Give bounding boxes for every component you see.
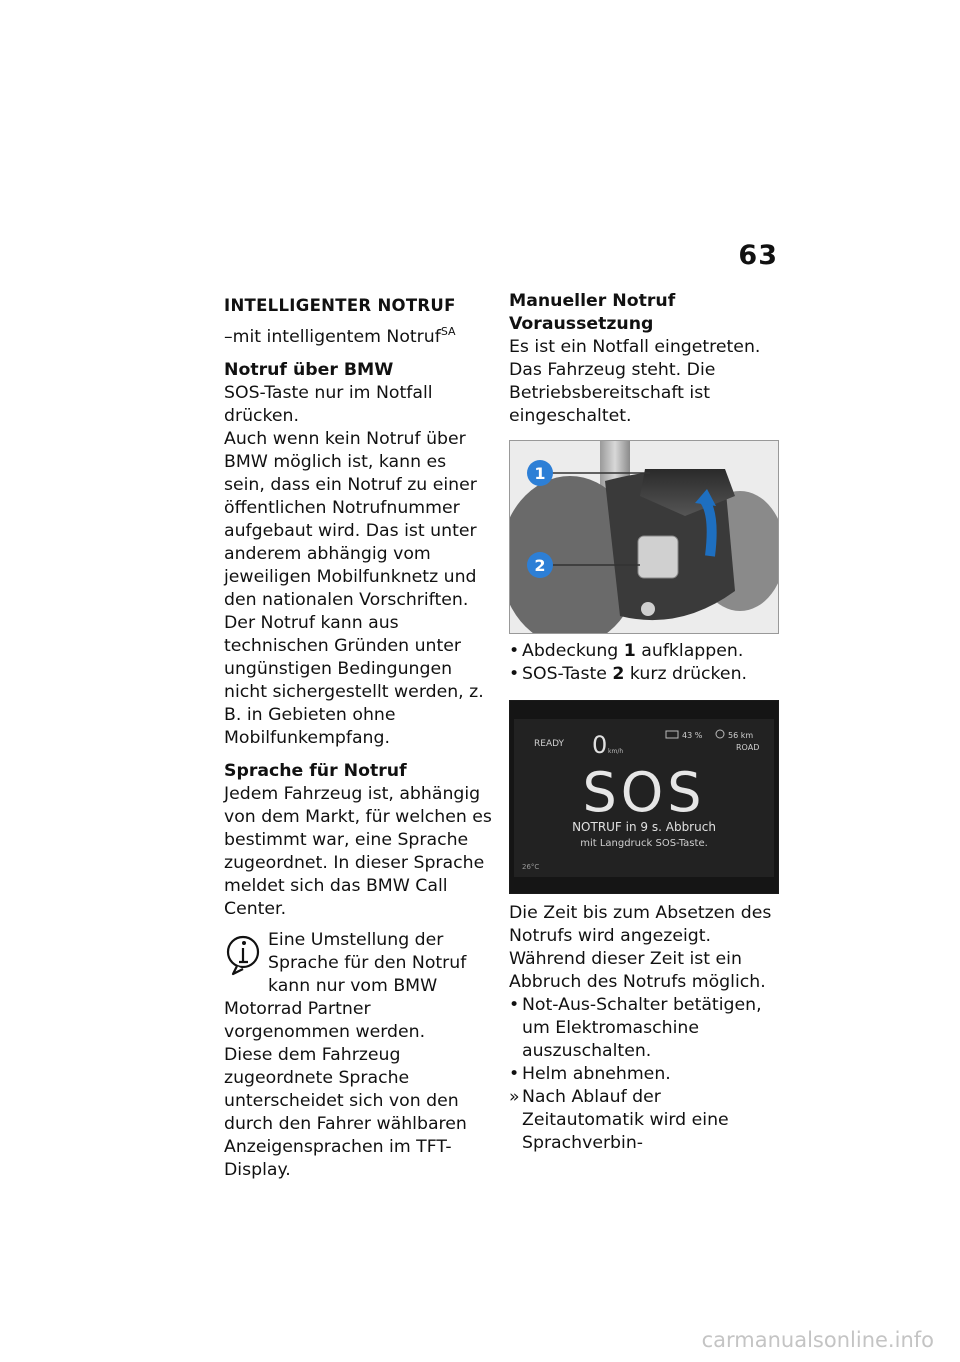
info-icon <box>224 931 262 977</box>
step-item: • SOS-Taste 2 kurz drücken. <box>509 664 748 684</box>
abort-hint-line: mit Langdruck SOS-Taste. <box>580 838 708 849</box>
page-number: 63 <box>738 240 778 271</box>
callout-1: 1 <box>534 464 546 483</box>
callout-2: 2 <box>534 556 546 575</box>
footer-watermark: carmanualsonline.info <box>701 1328 934 1352</box>
battery-value: 43 % <box>682 731 703 740</box>
heading-notruf-ueber-bmw: Notruf über BMW <box>224 360 394 380</box>
right-paragraph-1: Es ist ein Notfall eingetreten. Das Fahrzeug steht. Die Betriebsbereitschaft ist eingeschaltet. <box>509 337 761 426</box>
heading-voraussetzung: Voraussetzung <box>509 314 654 334</box>
handlebar-illustration <box>510 441 778 633</box>
paragraph-3: Der Notruf kann aus technischen Gründen unter ungünstigen Bedingungen nicht sichergestellt werden, z. B. in Gebieten ohne Mobilfunkempfang. <box>224 613 484 748</box>
subtitle <box>224 320 492 349</box>
right-column <box>509 290 781 1155</box>
left-column <box>224 290 492 1182</box>
temperature: 26°C <box>522 863 540 871</box>
ready-label: READY <box>534 739 565 749</box>
paragraph-4: Jedem Fahrzeug ist, abhängig von dem Markt, für welchen es bestimmt war, eine Sprache zugeordnet. In dieser Sprache meldet sich das BMW Call Center. <box>224 784 492 919</box>
subtitle-sup: SA <box>440 325 456 338</box>
note-text: Eine Umstellung der Sprache für den Notruf kann nur vom BMW Motorrad Partner vorgenommen werden. <box>224 930 467 1042</box>
speed-unit: km/h <box>608 748 624 755</box>
countdown-line: NOTRUF in 9 s. Abbruch <box>572 820 716 834</box>
right-paragraph-2: Die Zeit bis zum Absetzen des Notrufs wird angezeigt. Während dieser Zeit ist ein Abbruch des Notrufs möglich. <box>509 903 772 992</box>
paragraph-1: SOS-Taste nur im Notfall drücken. <box>224 383 433 426</box>
ride-mode: ROAD <box>736 743 760 752</box>
action-list <box>509 994 781 1155</box>
subtitle-text: –mit intelligentem Notruf <box>224 327 441 347</box>
range-value: 56 km <box>728 731 754 740</box>
heading-sprache: Sprache für Notruf <box>224 761 407 781</box>
speed-value: 0 <box>592 731 608 759</box>
section-title: INTELLIGENTER NOTRUF <box>224 296 456 315</box>
list-item: » Nach Ablauf der Zeitautomatik wird eine Sprachverbin- <box>509 1087 729 1153</box>
step-item: • Abdeckung 1 aufklappen. <box>509 641 744 661</box>
sos-text: SOS <box>582 761 706 824</box>
paragraph-2: Auch wenn kein Notruf über BMW möglich ist, kann es sein, dass ein Notruf zu einer öffentlichen Notrufnummer aufgebaut wird. Das ist unter anderem abhängig vom jeweiligen Mobilfunknetz und den nationalen Vorschriften. <box>224 429 477 610</box>
list-item: • Not-Aus-Schalter betätigen, um Elektromaschine auszuschalten. <box>509 995 762 1061</box>
figure-sos-button-photo <box>509 440 779 634</box>
heading-manueller-notruf: Manueller Notruf <box>509 291 676 311</box>
info-note <box>224 929 492 1044</box>
paragraph-5: Diese dem Fahrzeug zugeordnete Sprache unterscheidet sich von den durch den Fahrer wählbaren Anzeigensprachen im TFT-Display. <box>224 1045 467 1180</box>
list-item: • Helm abnehmen. <box>509 1064 671 1084</box>
tft-display-screen <box>510 701 778 893</box>
figure-tft-display <box>509 700 779 894</box>
step-list <box>509 640 781 686</box>
